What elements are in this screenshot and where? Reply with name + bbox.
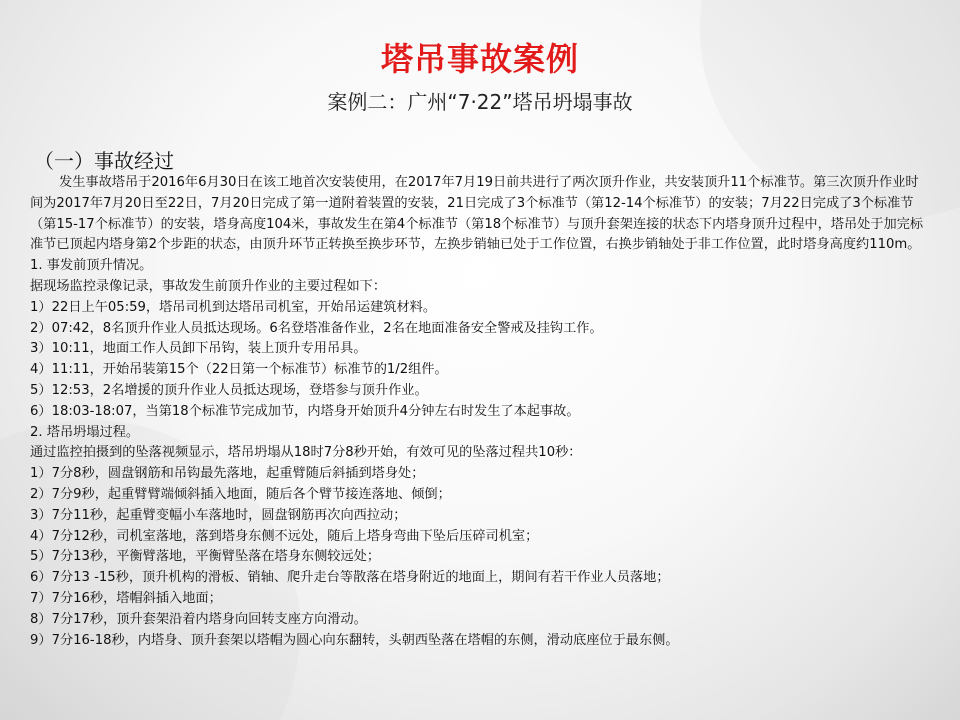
text-line: 5）7分13秒，平衡臂落地，平衡臂坠落在塔身东侧较远处； [30,549,381,565]
body-text [30,173,930,651]
text-line: 3）7分11秒，起重臂变幅小车落地时，圆盘钢筋再次向西拉动； [30,507,407,523]
text-line: 据现场监控录像记录，事故发生前顶升作业的主要过程如下： [30,278,387,294]
text-line: 2. 塔吊坍塌过程。 [30,424,140,440]
text-line: 通过监控拍摄到的坠落视频显示，塔吊坍塌从18时7分8秒开始，有效可见的坠落过程共10秒： [30,445,582,461]
text-line: 2）7分9秒，起重臂臂端倾斜插入地面，随后各个臂节接连落地、倾倒； [30,486,451,502]
text-line: 1. 事发前顶升情况。 [30,258,153,274]
text-line: 9）7分16-18秒，内塔身、顶升套架以塔帽为圆心向东翻转，头朝西坠落在塔帽的东侧，滑动底座位于最东侧。 [30,632,679,648]
slide-title: 塔吊事故案例 [380,40,579,78]
text-line: 5）12:53，2名增援的顶升作业人员抵达现场，登塔参与顶升作业。 [30,382,428,398]
slide-subtitle: 案例二：广州“7·22”塔吊坍塌事故 [327,90,633,114]
intro-paragraph: 发生事故塔吊于2016年6月30日在该工地首次安装使用，在2017年7月19日前共进行了两次顶升作业，共安装顶升11个标准节。第三次顶升作业时间为2017年7月20日至22日，7月20日完成了第一道附着装置的安装，21日完成了3个标准节（第12-14个标准节）的安装；7月22日完成了3个标准节（第15-17个标准节）的安装，塔身高度104米，事故发生在第4个标准节（第18个标准节）与顶升套架连接的状态下内塔身顶升过程中，塔吊处于加完标准节已顶起内塔身第2个步距的状态，由顶升环节正转换至换步环节，左换步销轴已处于工作位置，右换步销轴处于非工作位置，此时塔身高度约110m。 [30,175,924,253]
text-line: 1）7分8秒，圆盘钢筋和吊钩最先落地，起重臂随后斜插到塔身处； [30,466,425,482]
text-line: 8）7分17秒，顶升套架沿着内塔身向回转支座方向滑动。 [30,611,367,627]
text-line: 6）7分13 -15秒，顶升机构的滑板、销轴、爬升走台等散落在塔身附近的地面上，期间有若干作业人员落地； [30,570,670,586]
text-line: 2）07:42，8名顶升作业人员抵达现场。6名登塔准备作业，2名在地面准备安全警戒及挂钩工作。 [30,320,603,336]
text-line: 1）22日上午05:59，塔吊司机到达塔吊司机室，开始吊运建筑材料。 [30,299,437,315]
text-line: 3）10:11，地面工作人员卸下吊钩，装上顶升专用吊具。 [30,341,367,357]
text-line: 7）7分16秒，塔帽斜插入地面； [30,590,222,606]
text-line: 6）18:03-18:07，当第18个标准节完成加节，内塔身开始顶升4分钟左右时发生了本起事故。 [30,403,580,419]
text-line: 4）7分12秒，司机室落地，落到塔身东侧不远处，随后上塔身弯曲下坠后压碎司机室； [30,528,539,544]
section-heading: （一）事故经过 [34,149,174,173]
text-line: 4）11:11，开始吊装第15个（22日第一个标准节）标准节的1/2组件。 [30,362,448,378]
